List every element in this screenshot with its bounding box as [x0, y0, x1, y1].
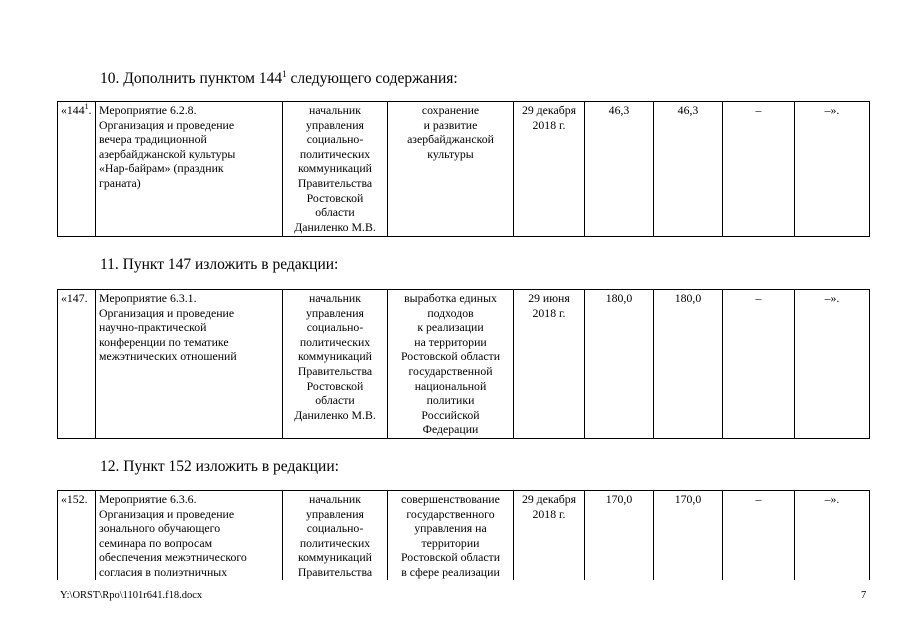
footer-page-number: 7	[861, 590, 867, 601]
cell-line: зонального обучающего	[99, 521, 221, 536]
responsible-cell	[283, 491, 388, 581]
cell-line: управления	[306, 117, 364, 132]
event-cell	[96, 491, 283, 581]
cell-line: «Нар-байрам» (праздник	[99, 161, 224, 176]
cell-line: Организация и проведение	[99, 305, 235, 320]
cell-line: Ростовской области	[400, 550, 501, 565]
value-cell-2: 170,0	[654, 491, 723, 581]
cell-line: социально-	[306, 521, 364, 536]
heading-text: 10. Дополнить пунктом 144	[100, 70, 283, 87]
value-cell-2: 46,3	[654, 102, 723, 237]
cell-line: Правительства	[297, 175, 373, 190]
cell-line: сохранение	[421, 103, 480, 117]
cell-line: области	[315, 205, 355, 220]
value-cell-1: 170,0	[585, 491, 654, 581]
event-cell	[96, 102, 283, 237]
cell-line: 2018 г.	[532, 305, 566, 320]
cell-line: в сфере реализации	[401, 564, 500, 579]
section-11-heading	[100, 256, 338, 274]
row-number	[58, 102, 96, 237]
cell-line: государственного	[406, 506, 495, 521]
section-12-heading	[100, 458, 339, 476]
heading-text: 11. Пункт 147 изложить в редакции:	[100, 256, 339, 273]
cell-line: семинара по вопросам	[99, 535, 213, 550]
cell-line: выработка единых	[404, 291, 497, 305]
cell-line: Мероприятие 6.3.1.	[99, 291, 197, 305]
cell-line: политических	[299, 334, 371, 349]
cell-line: Федерации	[422, 422, 479, 437]
cell-line: согласия в полиэтничных	[99, 564, 228, 579]
responsible-cell	[283, 290, 388, 439]
value-cell-3: –	[723, 290, 795, 439]
cell-line: обеспечения межэтнического	[99, 550, 247, 565]
table-row-152	[57, 490, 870, 580]
cell-line: начальник	[309, 492, 361, 506]
value-cell-4: –».	[795, 102, 870, 237]
cell-line: 2018 г.	[532, 117, 566, 132]
date-cell	[514, 290, 585, 439]
cell-line: коммуникаций	[298, 349, 372, 364]
result-cell	[388, 102, 514, 237]
footer-file-path: Y:\ORST\Rpo\1101r641.f18.docx	[60, 590, 203, 601]
cell-line: политических	[299, 535, 371, 550]
cell-line: подходов	[427, 305, 474, 320]
table-row-147	[57, 289, 870, 439]
value-cell-1: 180,0	[585, 290, 654, 439]
row-number: «152.	[58, 491, 96, 581]
cell-line: Мероприятие 6.2.8.	[99, 103, 197, 117]
cell-line: Правительства	[297, 363, 373, 378]
heading-text: 12. Пункт 152 изложить в редакции:	[100, 458, 339, 475]
cell-line: социально-	[306, 320, 364, 335]
cell-line: вечера традиционной	[99, 132, 207, 147]
cell-line: управления на	[414, 521, 487, 536]
value-cell-2: 180,0	[654, 290, 723, 439]
cell-line: государственной	[408, 363, 493, 378]
cell-line: национальной	[414, 378, 487, 393]
cell-line: межэтнических отношений	[99, 349, 237, 364]
cell-line: Даниленко М.В.	[294, 407, 376, 422]
table-row-144-1	[57, 101, 870, 237]
cell-line: и развитие	[423, 117, 478, 132]
cell-line: Организация и проведение	[99, 506, 235, 521]
cell-line: 29 июня	[528, 291, 570, 305]
cell-line: азербайджанской	[407, 132, 494, 147]
cell-line: 2018 г.	[532, 506, 566, 521]
cell-line: конференции по тематике	[99, 334, 229, 349]
date-cell	[514, 102, 585, 237]
value-cell-4: –».	[795, 290, 870, 439]
cell-line: управления	[306, 506, 364, 521]
value-cell-3: –	[723, 102, 795, 237]
event-cell	[96, 290, 283, 439]
cell-line: социально-	[306, 132, 364, 147]
result-cell	[388, 290, 514, 439]
cell-line: к реализации	[417, 320, 484, 335]
cell-line: политических	[299, 146, 371, 161]
cell-line: Ростовской	[306, 190, 364, 205]
responsible-cell	[283, 102, 388, 237]
row-number: «147.	[58, 290, 96, 439]
cell-line: Мероприятие 6.3.6.	[99, 492, 197, 506]
value-cell-3: –	[723, 491, 795, 581]
cell-line: на территории	[414, 334, 487, 349]
result-cell	[388, 491, 514, 581]
cell-line: Организация и проведение	[99, 117, 235, 132]
cell-line: Даниленко М.В.	[294, 219, 376, 234]
cell-line: коммуникаций	[298, 161, 372, 176]
cell-line: управления	[306, 305, 364, 320]
heading-superscript: 1	[282, 69, 287, 79]
cell-line: коммуникаций	[298, 550, 372, 565]
cell-line: политики	[426, 393, 475, 408]
cell-line: 29 декабря	[521, 492, 577, 506]
row-number-sup: 1	[84, 102, 89, 111]
cell-line: территории	[421, 535, 480, 550]
cell-line: начальник	[309, 103, 361, 117]
heading-text-suffix: следующего содержания:	[286, 70, 458, 87]
cell-line: совершенствование	[401, 492, 500, 506]
cell-line: Правительства	[297, 564, 373, 579]
cell-line: культуры	[427, 146, 474, 161]
cell-line: научно-практической	[99, 320, 207, 335]
section-10-heading	[100, 70, 458, 88]
cell-line: Ростовской	[306, 378, 364, 393]
cell-line: начальник	[309, 291, 361, 305]
cell-line: азербайджанской культуры	[99, 146, 236, 161]
date-cell	[514, 491, 585, 581]
value-cell-1: 46,3	[585, 102, 654, 237]
cell-line: граната)	[99, 175, 141, 190]
value-cell-4: –».	[795, 491, 870, 581]
cell-line: области	[315, 393, 355, 408]
cell-line: 29 декабря	[521, 103, 577, 117]
row-number-text: «144	[61, 103, 85, 117]
cell-line: Российской	[421, 407, 480, 422]
cell-line: Ростовской области	[400, 349, 501, 364]
row-number-suffix: .	[88, 103, 92, 117]
